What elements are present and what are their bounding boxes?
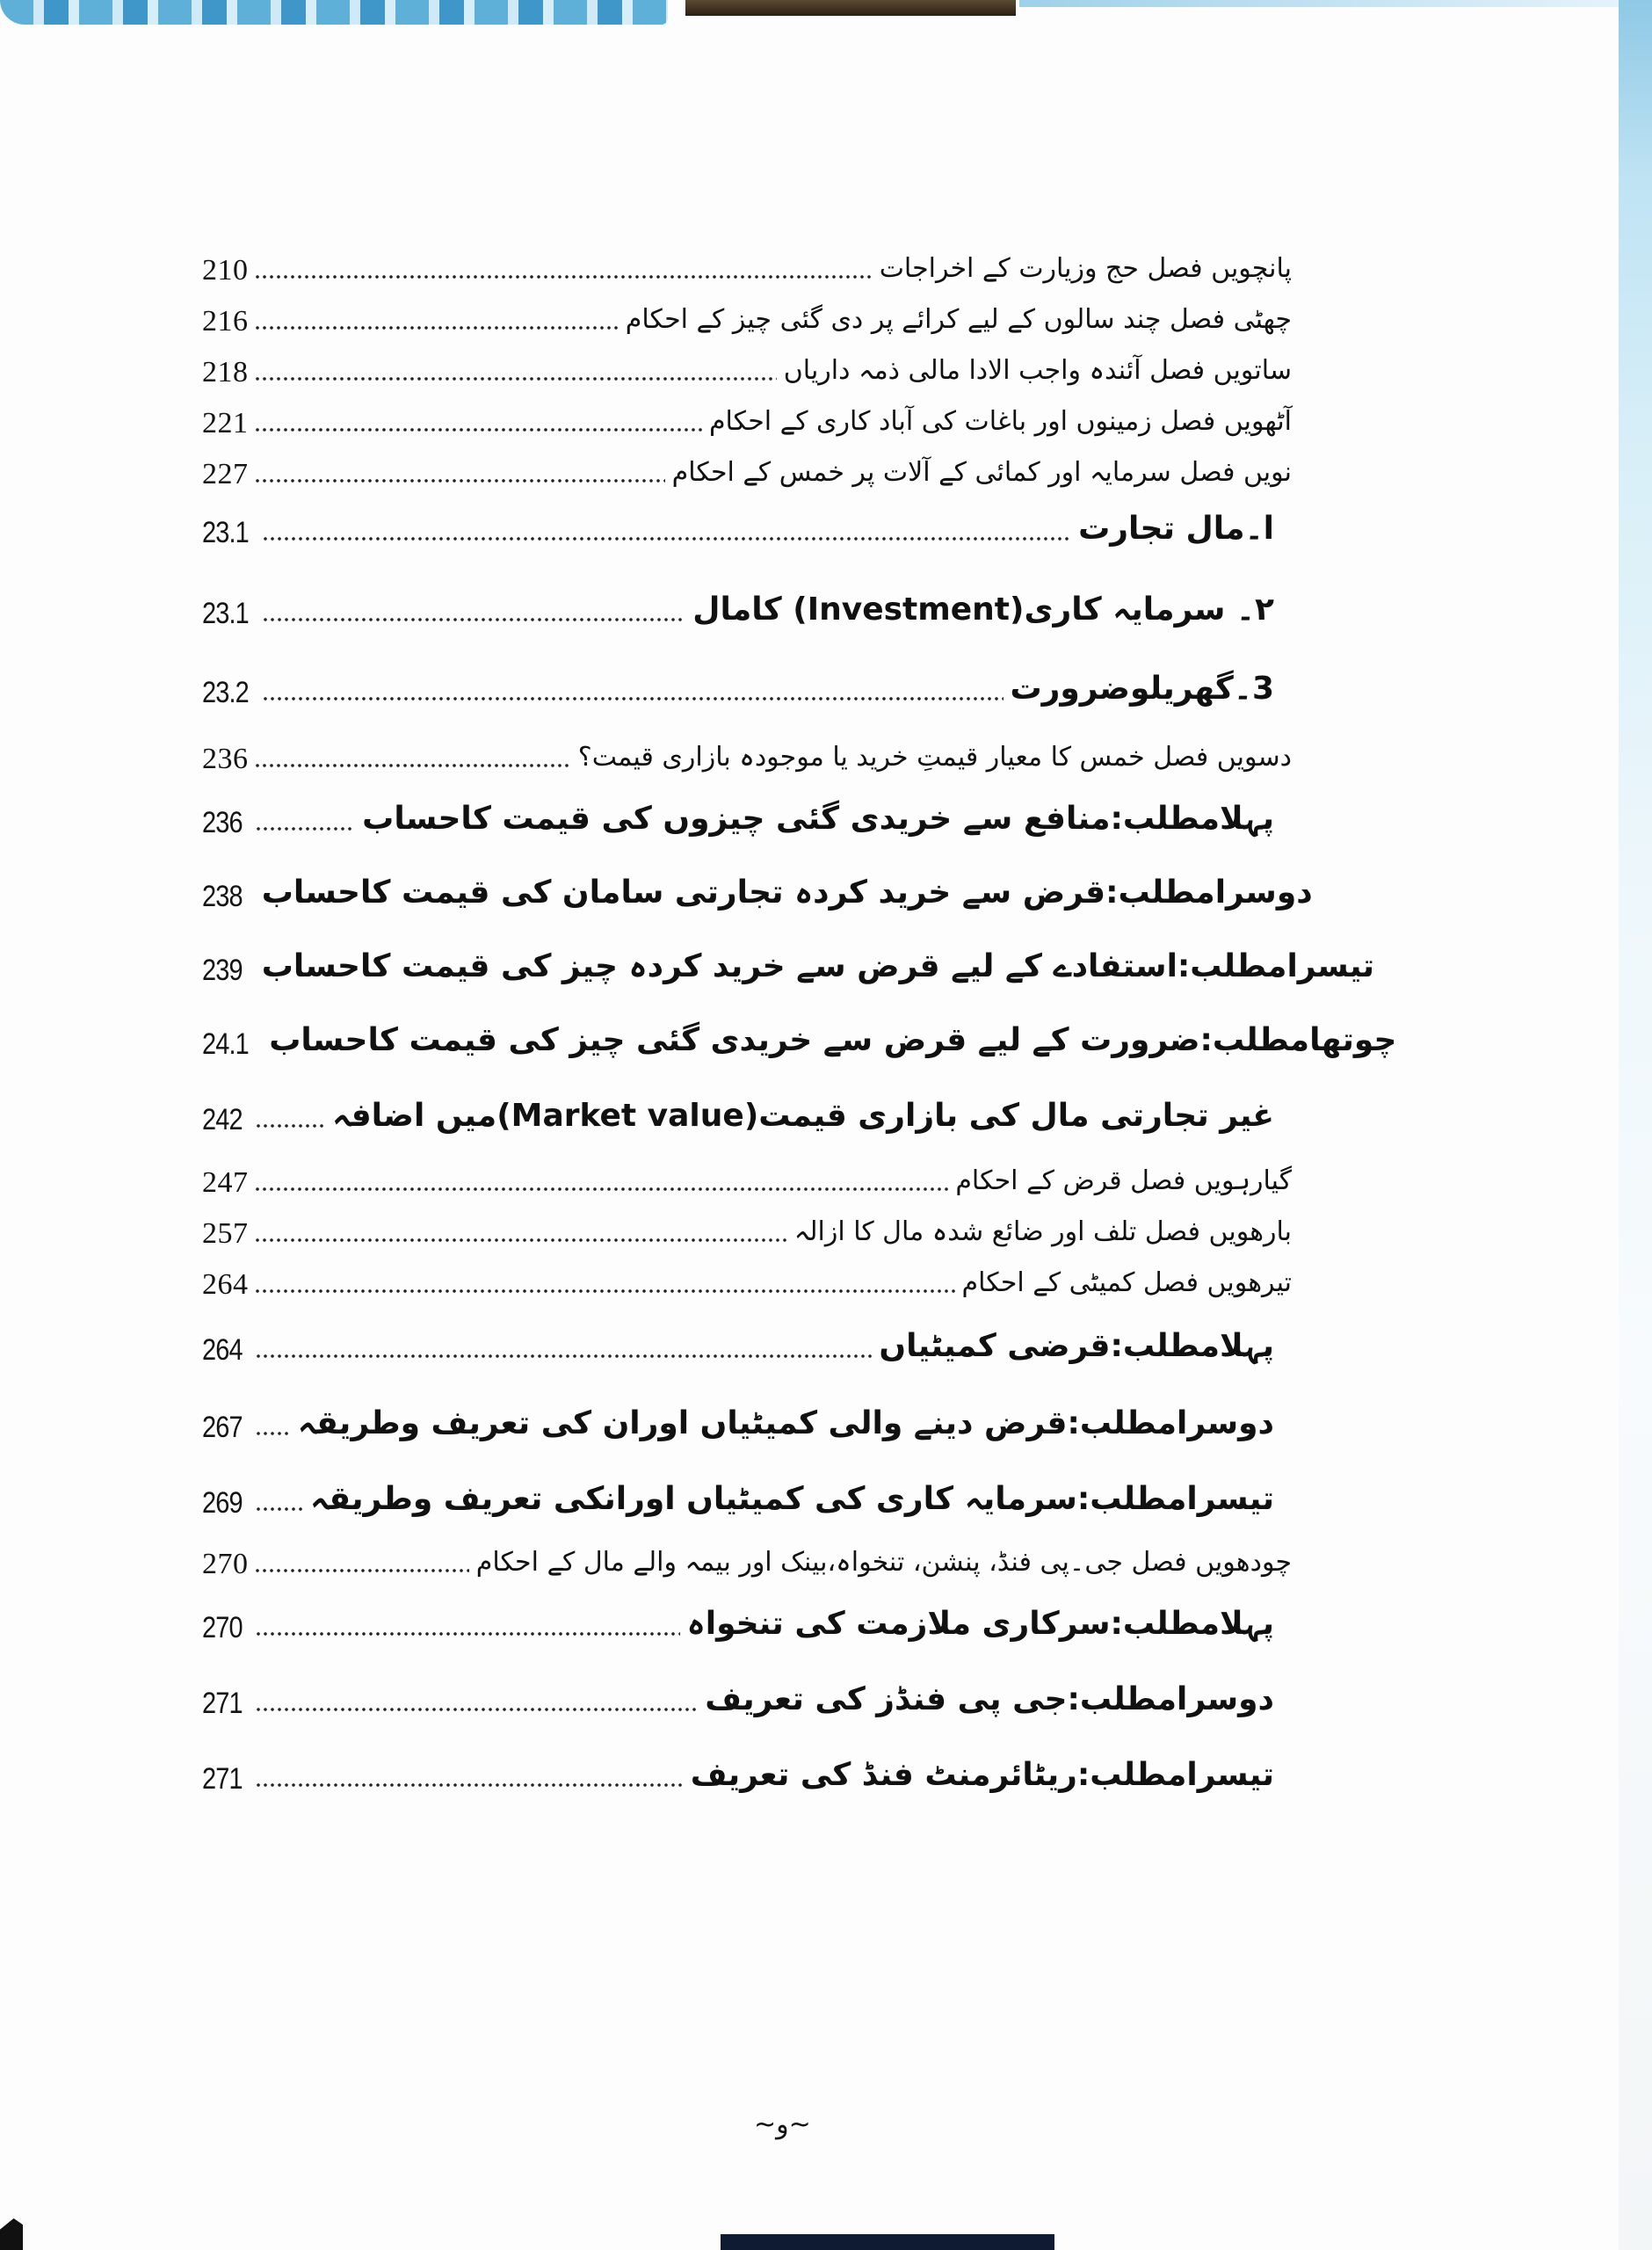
toc-entry-title: نویں فصل سرمایہ اور کمائی کے آلات پر خمس کے احکام bbox=[671, 457, 1292, 488]
toc-entry-title: دسویں فصل خمس کا معیار قیمتِ خرید یا موجودہ بازاری قیمت؟ bbox=[577, 742, 1292, 773]
dot-leader bbox=[255, 824, 355, 833]
dot-leader bbox=[255, 1629, 680, 1638]
toc-page-number: 267 bbox=[202, 1411, 243, 1444]
toc-entry[interactable] bbox=[202, 935, 1375, 988]
toc-entry[interactable] bbox=[202, 388, 1292, 441]
toc-entry[interactable] bbox=[202, 1009, 1397, 1062]
toc-page-number: 264 bbox=[202, 1333, 243, 1367]
toc-entry-title: پہلامطلب:منافع سے خریدی گئی چیزوں کی قیمت کاحساب bbox=[362, 801, 1274, 837]
toc-page-number: 218 bbox=[202, 356, 249, 388]
table-surface-edge bbox=[685, 0, 1016, 16]
dot-leader bbox=[254, 425, 702, 434]
dot-leader bbox=[255, 1121, 325, 1130]
toc-page-number: 210 bbox=[202, 254, 249, 287]
toc-entry[interactable] bbox=[202, 861, 1313, 914]
toc-page-number: 264 bbox=[202, 1268, 249, 1301]
toc-entry-title: دوسرامطلب:جی پی فنڈز کی تعریف bbox=[705, 1681, 1274, 1717]
toc-entry[interactable] bbox=[202, 1744, 1292, 1796]
dot-leader bbox=[254, 1566, 469, 1575]
toc-entry-title: بارھویں فصل تلف اور ضائع شدہ مال کا ازالہ bbox=[793, 1216, 1292, 1247]
toc-entry-title: ۲۔ سرمایہ کاری(Investment) کامال bbox=[692, 592, 1274, 628]
toc-entry-title: تیسرامطلب:استفادے کے لیے قرض سے خرید کردہ چیز کی قیمت کاحساب bbox=[261, 948, 1375, 984]
dot-leader bbox=[262, 534, 1071, 543]
toc-entry[interactable] bbox=[202, 338, 1292, 390]
scan-top-edge bbox=[0, 0, 1652, 26]
toc-entry[interactable] bbox=[202, 724, 1292, 777]
page-marker: ~و~ bbox=[754, 2109, 811, 2140]
toc-page-number: 23.1 bbox=[202, 597, 249, 630]
toc-entry[interactable] bbox=[202, 439, 1292, 492]
toc-entry[interactable] bbox=[202, 497, 1292, 550]
book-cover-edge-side bbox=[1619, 0, 1652, 2250]
toc-page-number: 221 bbox=[202, 407, 249, 439]
toc-entry-title: چھٹی فصل چند سالوں کے لیے کرائے پر دی گئی چیز کے احکام bbox=[625, 304, 1292, 335]
toc-entry-title: ا۔مال تجارت bbox=[1078, 511, 1274, 547]
dot-leader bbox=[255, 1352, 873, 1361]
toc-page-number: 247 bbox=[202, 1166, 249, 1199]
toc-entry-title: دوسرامطلب:قرض سے خرید کردہ تجارتی سامان کی قیمت کاحساب bbox=[261, 875, 1313, 911]
toc-page-number: 24.1 bbox=[202, 1027, 249, 1061]
toc-entry-title: تیسرامطلب:سرمایہ کاری کی کمیٹیاں اورانکی تعریف وطریقہ bbox=[310, 1481, 1274, 1517]
toc-page-number: 271 bbox=[202, 1687, 243, 1720]
toc-page-number: 271 bbox=[202, 1762, 243, 1796]
book-cover-edge-right bbox=[1019, 0, 1652, 7]
toc-page-number: 257 bbox=[202, 1217, 249, 1250]
toc-entry-title: تیرھویں فصل کمیٹی کے احکام bbox=[961, 1267, 1292, 1298]
dot-leader bbox=[254, 374, 777, 383]
toc-entry[interactable] bbox=[202, 1593, 1292, 1645]
toc-entry[interactable] bbox=[202, 1529, 1292, 1582]
dot-leader bbox=[254, 761, 571, 770]
toc-entry-title: ساتویں فصل آئندہ واجب الادا مالی ذمہ داریاں bbox=[783, 355, 1292, 386]
toc-page-number: 236 bbox=[202, 743, 249, 775]
toc-entry-title: چودھویں فصل جی۔پی فنڈ، پنشن، تنخواہ،بینک اور بیمہ والے مال کے احکام bbox=[475, 1547, 1292, 1578]
dot-leader bbox=[255, 1705, 699, 1714]
toc-entry-title: چوتھامطلب:ضرورت کے لیے قرض سے خریدی گئی چیز کی قیمت کاحساب bbox=[269, 1022, 1397, 1058]
toc-entry-title: دوسرامطلب:قرض دینے والی کمیٹیاں اوران کی تعریف وطریقہ bbox=[297, 1405, 1274, 1441]
dot-leader bbox=[254, 323, 619, 332]
toc-entry[interactable] bbox=[202, 1668, 1292, 1721]
toc-entry[interactable] bbox=[202, 788, 1292, 840]
toc-entry-title: پانچویں فصل حج وزیارت کے اخراجات bbox=[879, 253, 1292, 284]
scan-bottom-edge bbox=[721, 2234, 1054, 2250]
toc-page-number: 216 bbox=[202, 305, 249, 338]
book-cover-edge-left bbox=[0, 0, 668, 25]
dot-leader bbox=[254, 272, 873, 281]
dot-leader bbox=[255, 1429, 291, 1438]
dot-leader bbox=[254, 1185, 949, 1194]
dot-leader bbox=[262, 615, 685, 624]
toc-entry[interactable] bbox=[202, 1148, 1292, 1201]
dot-leader bbox=[255, 1505, 303, 1513]
toc-page-number: 238 bbox=[202, 880, 243, 913]
toc-page-number: 239 bbox=[202, 954, 243, 987]
dot-leader bbox=[254, 1287, 955, 1296]
toc-page-number: 242 bbox=[202, 1103, 243, 1136]
toc-page-number: 227 bbox=[202, 458, 249, 490]
toc-entry-title: غیر تجارتی مال کی بازاری قیمت(Market value)میں اضافہ bbox=[331, 1098, 1274, 1134]
toc-entry[interactable] bbox=[202, 578, 1292, 631]
toc-entry[interactable] bbox=[202, 657, 1292, 710]
toc-entry-title: پہلامطلب:قرضی کمیٹیاں bbox=[879, 1328, 1274, 1364]
toc-page-number: 270 bbox=[202, 1548, 249, 1580]
dot-leader bbox=[254, 476, 665, 485]
toc-entry-title: پہلامطلب:سرکاری ملازمت کی تنخواہ bbox=[686, 1606, 1274, 1642]
toc-entry[interactable] bbox=[202, 1085, 1292, 1137]
toc-entry[interactable] bbox=[202, 236, 1292, 288]
toc-entry[interactable] bbox=[202, 1250, 1292, 1303]
toc-page-number: 270 bbox=[202, 1611, 243, 1644]
toc-page-number: 236 bbox=[202, 806, 243, 839]
toc-entry[interactable] bbox=[202, 1468, 1292, 1521]
toc-entry[interactable] bbox=[202, 1315, 1292, 1368]
toc-page-number: 23.2 bbox=[202, 676, 249, 709]
dot-leader bbox=[255, 1781, 684, 1789]
toc-entry[interactable] bbox=[202, 1199, 1292, 1252]
scan-corner-shadow bbox=[0, 2218, 23, 2250]
toc-entry-title: گیارہویں فصل قرض کے احکام bbox=[955, 1165, 1292, 1196]
toc-page-number: 23.1 bbox=[202, 516, 249, 549]
toc-entry-title: تیسرامطلب:ریٹائرمنٹ فنڈ کی تعریف bbox=[690, 1757, 1274, 1793]
toc-entry[interactable] bbox=[202, 287, 1292, 339]
toc-page-number: 269 bbox=[202, 1486, 243, 1520]
dot-leader bbox=[254, 1236, 787, 1245]
toc-entry-title: 3۔گھریلوضرورت bbox=[1010, 671, 1274, 707]
dot-leader bbox=[262, 694, 1003, 703]
toc-entry[interactable] bbox=[202, 1392, 1292, 1445]
toc-entry-title: آٹھویں فصل زمینوں اور باغات کی آباد کاری کے احکام bbox=[708, 406, 1292, 437]
